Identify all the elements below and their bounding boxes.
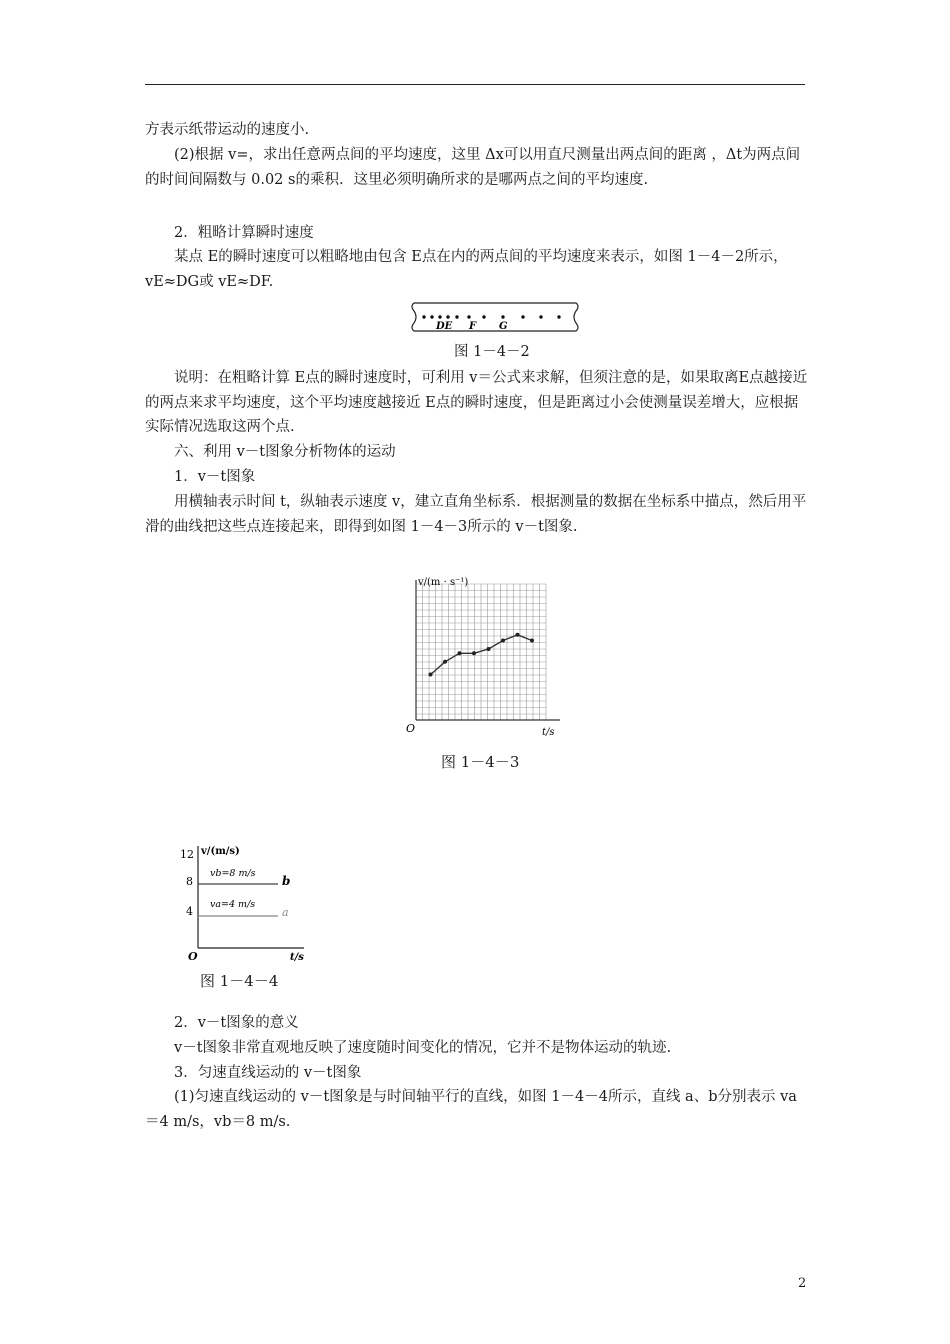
y-axis-label: v/(m · s⁻¹): [418, 577, 469, 588]
heading-uniform-motion: 3．匀速直线运动的 v－t图象: [174, 1065, 362, 1081]
origin-label: O: [406, 722, 416, 735]
y-tick-12: 12: [180, 848, 194, 861]
paragraph-average-velocity: (2)根据 v=，求出任意两点间的平均速度，这里 Δx可以用直尺测量出两点间的距离 ，Δt为两点间的时间间隔数与 0.02 s的乘积．这里必须明确所求的是哪两点之间的平均速度.: [145, 147, 801, 188]
line-a-label: a: [282, 906, 289, 919]
tape-dot: [482, 315, 485, 318]
data-point: [530, 638, 534, 642]
grid: [416, 584, 546, 720]
data-point: [472, 651, 476, 655]
tape-dot: [539, 315, 542, 318]
data-point: [429, 673, 433, 677]
tape-dot: [557, 315, 560, 318]
figure-tape: [408, 301, 583, 333]
heading-instant-velocity: 2．粗略计算瞬时速度: [174, 225, 314, 241]
data-point: [516, 633, 520, 637]
tape-dot: [467, 315, 470, 318]
figure-2-caption: 图 1－4－2: [454, 344, 530, 360]
y-tick-4: 4: [186, 905, 193, 918]
heading-section-six: 六、利用 v－t图象分析物体的运动: [174, 444, 396, 460]
tape-dot: [430, 315, 433, 318]
page-number: 2: [798, 1276, 807, 1291]
heading-vt-graph: 1．v－t图象: [174, 469, 256, 485]
paragraph-uniform-motion: (1)匀速直线运动的 v－t图象是与时间轴平行的直线，如图 1－4－4所示，直线 a、b分别表示 va＝4 m/s，vb＝8 m/s.: [145, 1089, 797, 1130]
tape-dot: [521, 315, 524, 318]
tape-dot: [446, 315, 449, 318]
tape-dot: [422, 315, 425, 318]
heading-vt-meaning: 2．v－t图象的意义: [174, 1015, 299, 1031]
data-point: [458, 651, 462, 655]
line-a-speed-label: va=4 m/s: [210, 899, 256, 910]
tape-dot: [501, 315, 504, 318]
figure-vt-curve: [400, 572, 570, 740]
paragraph-instant-velocity: 某点 E的瞬时速度可以粗略地由包含 E点在内的两点间的平均速度来表示，如图 1－4－2所示，vE≈DG或 vE≈DF.: [145, 249, 788, 290]
tape-dot: [455, 315, 458, 318]
figure-uniform-motion: [176, 838, 316, 968]
y-tick-8: 8: [186, 875, 193, 888]
y-axis-label: v/(m/s): [201, 846, 240, 857]
tape-label-f: F: [469, 321, 477, 332]
paragraph-vt-meaning: v－t图象非常直观地反映了速度随时间变化的情况，它并不是物体运动的轨迹.: [174, 1040, 672, 1056]
x-axis-label: t/s: [290, 952, 304, 963]
paragraph-note: 说明：在粗略计算 E点的瞬时速度时，可利用 v＝公式来求解，但须注意的是，如果取离E点越接近的两点来求平均速度，这个平均速度越接近 E点的瞬时速度，但是距离过小会使测量误差增大，应根据实际情况选取这两个点.: [145, 370, 808, 435]
data-point: [443, 660, 447, 664]
figure-3-caption: 图 1－4－3: [441, 753, 520, 771]
line-b-speed-label: vb=8 m/s: [210, 868, 256, 879]
paragraph-continuation: 方表示纸带运动的速度小.: [145, 122, 310, 138]
tape-label-de: DE: [436, 321, 453, 332]
data-point: [501, 638, 505, 642]
origin-label: O: [188, 950, 198, 963]
data-point: [487, 647, 491, 651]
tape-label-g: G: [499, 321, 508, 332]
paragraph-vt-graph: 用横轴表示时间 t，纵轴表示速度 v，建立直角坐标系．根据测量的数据在坐标系中描点，然后用平滑的曲线把这些点连接起来，即得到如图 1－4－3所示的 v－t图象.: [145, 494, 807, 535]
header-rule: [145, 84, 805, 85]
line-b-label: b: [282, 874, 291, 888]
figure-4-caption: 图 1－4－4: [200, 972, 279, 990]
tape-dot: [438, 315, 441, 318]
x-axis-label: t/s: [542, 727, 555, 738]
